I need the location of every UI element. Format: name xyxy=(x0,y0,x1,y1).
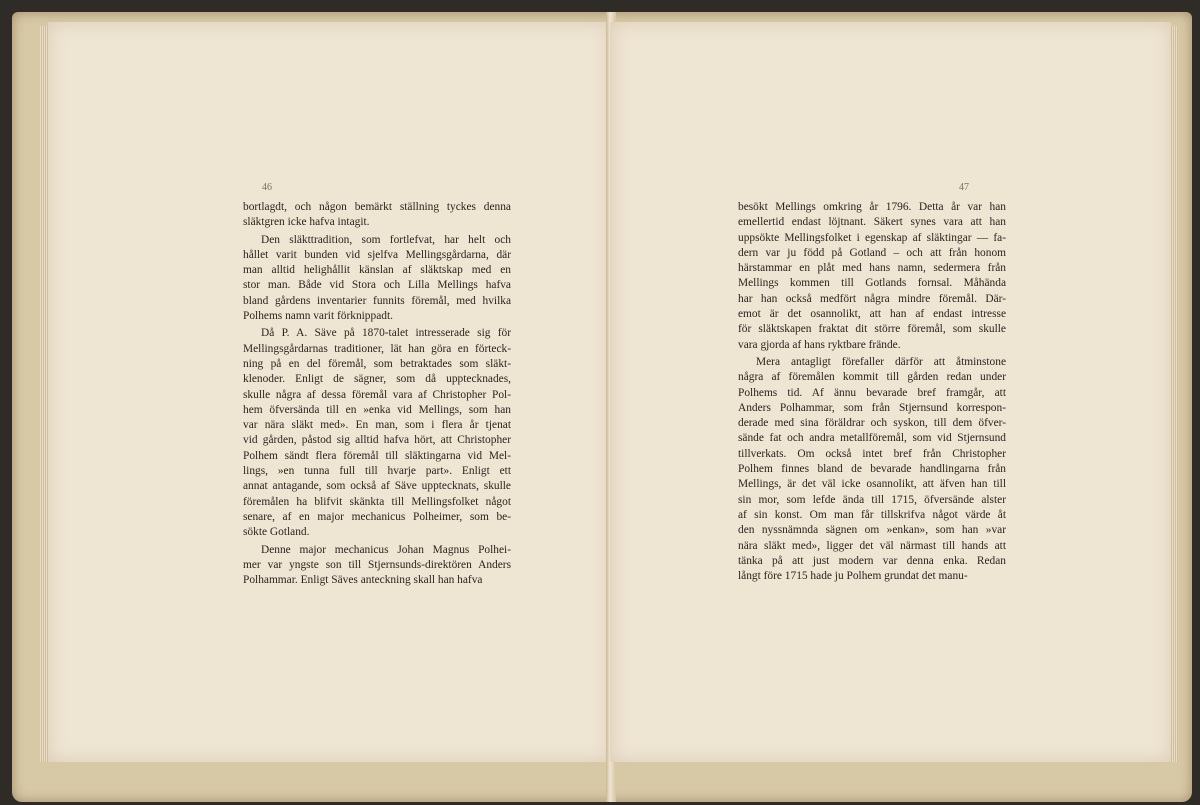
paragraph xyxy=(243,543,511,589)
text-line: emellertid endast löjtnant. Säkert synes vara att han xyxy=(738,216,1006,229)
right-page-text xyxy=(738,200,1006,586)
text-line: tillverkats. Om också intet bref från Christopher xyxy=(738,447,1006,460)
text-line: klenoder. Enligt de sägner, som då upptecknades, xyxy=(243,373,511,386)
right-page-edges xyxy=(1170,26,1178,762)
text-line: senare, af en major mechanicus Polheimer, som be- xyxy=(243,510,511,523)
left-page-text xyxy=(243,200,511,590)
left-page-number: 46 xyxy=(262,182,272,193)
text-line: Då P. A. Säve på 1870-talet intresserade sig för xyxy=(261,327,511,340)
text-line: emot är det osannolikt, att han af endast intresse xyxy=(738,308,1006,321)
text-line: Polhem finnes bland de bevarade handlingarna från xyxy=(738,463,1006,476)
text-line: Anders Polhammar, som från Stjernsund korrespon- xyxy=(738,401,1006,414)
text-line: bland gårdens inventarier funnits föremål, med hvilka xyxy=(243,294,511,307)
text-line: besökt Mellings omkring år 1796. Detta år var han xyxy=(738,201,1006,213)
text-line: för släktskapen fraktat dit större föremål, som skulle xyxy=(738,323,1006,336)
text-line: ning på en del föremål, som betraktades som släkt- xyxy=(243,357,511,370)
text-line: skulle några af dessa föremål vara af Christopher Pol- xyxy=(243,388,511,401)
text-line: derade med sina föräldrar och syskon, till dem öfver- xyxy=(738,417,1006,430)
text-line: tänka på att just modern var denna enka. Redan xyxy=(738,554,1006,567)
text-line: Polhammar. Enligt Säves anteckning skall han hafva xyxy=(243,574,483,587)
text-line: hem öfversända till en »enka vid Mellings, som han xyxy=(243,403,511,416)
text-line: annat antagande, som också af Säve upptecknats, skulle xyxy=(243,480,511,493)
right-page-number: 47 xyxy=(959,182,969,193)
text-line: Polhems tid. Af ännu bevarade bref framgår, att xyxy=(738,386,1006,399)
text-line: sände fat och andra metallföremål, som vid Stjernsund xyxy=(738,432,1006,445)
text-line: bortlagdt, och någon bemärkt ställning tyckes denna xyxy=(243,201,511,213)
text-line: uppsökte Mellingsfolket i egenskap af släktingar — fa- xyxy=(738,231,1006,244)
open-book xyxy=(12,12,1192,802)
text-line: Mellingsgårdarnas traditioner, lät han göra en förteck- xyxy=(243,342,511,355)
paragraph xyxy=(243,233,511,325)
text-line: lings, »en tunna full till hvarje part». Enligt ett xyxy=(243,465,511,478)
text-line: Polhems namn varit förknippadt. xyxy=(243,310,393,323)
text-line: Polhem sändt flera föremål till släktingarna vid Mel- xyxy=(243,449,511,462)
text-line: sin mor, som lefde ända till 1715, öfversände alster xyxy=(738,493,1006,506)
text-line: härstammar en plåt med hans namn, sedermera från xyxy=(738,262,1006,275)
text-line: man alltid helighållit känslan af släktskap med en xyxy=(243,264,511,277)
text-line: vara gjorda af hans ryktbare frände. xyxy=(738,338,901,351)
text-line: långt före 1715 hade ju Polhem grundat det manu- xyxy=(738,570,968,583)
text-line: har han också medfört några mindre föremål. Där- xyxy=(738,292,1006,305)
left-page xyxy=(48,22,611,762)
right-page xyxy=(610,22,1171,762)
text-line: föremålen ha blifvit skänkta till Mellingsfolket något xyxy=(243,495,511,508)
text-line: vid gården, påstod sig alltid hafva hört, att Christopher xyxy=(243,434,511,447)
text-line: Mellings kommen till Gotlands fornsal. Måhända xyxy=(738,277,1006,290)
text-line: mer var yngste son till Stjernsunds-direktören Anders xyxy=(243,558,511,571)
text-line: af sin konst. Om man får tillskrifva något värde åt xyxy=(738,508,1006,521)
paragraph xyxy=(738,200,1006,353)
text-line: Mellings, är det väl icke osannolikt, att äfven han till xyxy=(738,478,1006,491)
text-line: nära släkt med», ligger det väl närmast till hands att xyxy=(738,539,1006,552)
text-line: dern var ju född på Gotland – och att från honom xyxy=(738,246,1006,259)
text-line: Denne major mechanicus Johan Magnus Polhei- xyxy=(261,543,511,556)
paragraph xyxy=(738,355,1006,584)
paragraph xyxy=(243,326,511,540)
text-line: några af föremålen kommit till gården redan under xyxy=(738,371,1006,384)
paragraph-gap xyxy=(738,584,1006,586)
text-line: stor man. Både vid Stora och Lilla Mellings hafva xyxy=(243,279,511,292)
text-line: Mera antagligt förefaller därför att åtminstone xyxy=(756,355,1006,368)
text-line: släktgren icke hafva intagit. xyxy=(243,216,370,229)
text-line: den nyssnämnda sägnen om »enkan», som han »var xyxy=(738,524,1006,537)
text-line: hållet varit bunden vid sjelfva Mellingsgårdarna, där xyxy=(243,248,511,261)
text-line: Den släkttradition, som fortlefvat, har helt och xyxy=(261,233,511,246)
paragraph xyxy=(243,200,511,231)
text-line: var nära släkt med». En man, som i flera år tjenat xyxy=(243,419,511,432)
paragraph-gap xyxy=(243,588,511,590)
text-line: sökte Gotland. xyxy=(243,526,310,539)
left-page-edges xyxy=(40,26,48,762)
